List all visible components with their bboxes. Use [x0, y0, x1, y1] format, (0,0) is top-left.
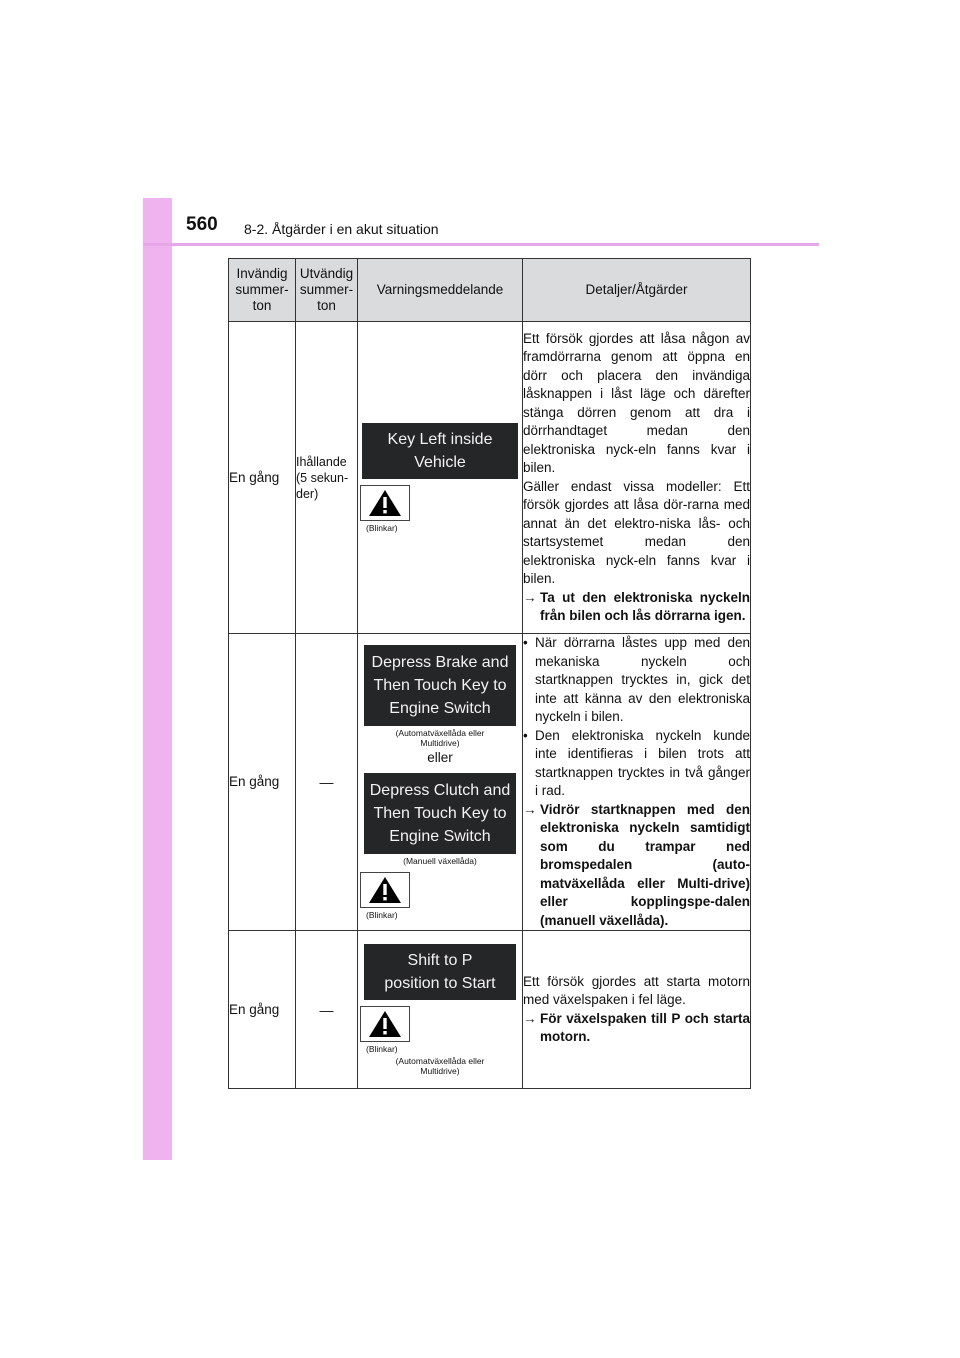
table-header-row: [229, 259, 751, 322]
detail-text: Ett försök gjordes att låsa någon av framdörrarna genom att öppna en dörr och placera den invändiga låsknappen i låst läge och därefter stänga dörren genom att dra i dörrhandtaget medan den elektroniska nyck-eln fanns kvar i bilen.: [523, 330, 750, 475]
blink-label: (Blinkar): [366, 522, 398, 533]
display-message: Depress Clutch and Then Touch Key to Engine Switch: [364, 773, 516, 854]
transmission-caption: (Automatväxellåda eller Multidrive): [395, 1055, 485, 1076]
sidebar-tab: [143, 198, 172, 1160]
action-text: Vidrör startknappen med den elektroniska nyckeln samtidigt som du trampar ned bromspedalen (auto-matväxellåda eller Multi-drive) eller kopplingspe-dalen (manuell växellåda).: [540, 801, 750, 928]
inner-buzzer-cell: En gång: [229, 634, 296, 931]
header-outer-buzzer: Utvändig summer-ton: [296, 259, 358, 322]
section-title: 8-2. Åtgärder i en akut situation: [244, 221, 439, 237]
warning-triangle-icon: [368, 876, 402, 904]
header-details: Detaljer/Åtgärder: [523, 259, 751, 322]
header-warning-message: Varningsmeddelande: [358, 259, 523, 322]
detail-text: Gäller endast vissa modeller: Ett försök gjordes att låsa dör-rarna med annat än det elektro-niska lås- och startsystemet medan den elektroniska nyck-eln fanns kvar i bilen.: [523, 478, 750, 586]
warning-message-cell: [358, 322, 523, 634]
warning-triangle-icon: [368, 1010, 402, 1038]
table-row: [229, 634, 751, 931]
bullet-icon: •: [523, 727, 528, 743]
warning-icon-box: [360, 485, 410, 521]
action-text: För växelspaken till P och starta motorn.: [540, 1010, 750, 1044]
outer-buzzer-cell: —: [296, 634, 358, 931]
arrow-icon: →: [523, 1010, 537, 1026]
display-message: Key Left inside Vehicle: [362, 423, 518, 479]
details-cell: [523, 931, 751, 1089]
header-inner-buzzer: Invändig summer-ton: [229, 259, 296, 322]
arrow-icon: →: [523, 589, 537, 605]
warning-table: [228, 258, 751, 1089]
warning-message-cell: [358, 634, 523, 931]
blink-label: (Blinkar): [366, 909, 398, 920]
table-row: [229, 322, 751, 634]
warning-message-cell: [358, 931, 523, 1089]
header-divider: [143, 243, 819, 246]
outer-buzzer-cell: Ihållande (5 sekun-der): [296, 322, 358, 634]
action-text: Ta ut den elektroniska nyckeln från bilen och lås dörrarna igen.: [540, 589, 750, 623]
outer-buzzer-cell: —: [296, 931, 358, 1089]
transmission-caption: (Manuell växellåda): [403, 855, 477, 866]
inner-buzzer-cell: En gång: [229, 322, 296, 634]
blink-label: (Blinkar): [366, 1043, 398, 1054]
arrow-icon: →: [523, 801, 537, 817]
warning-icon-box: [360, 872, 410, 908]
details-cell: [523, 322, 751, 634]
warning-triangle-icon: [368, 489, 402, 517]
or-label: eller: [427, 749, 453, 765]
bullet-icon: •: [523, 635, 528, 650]
display-message: Depress Brake and Then Touch Key to Engine Switch: [364, 645, 516, 726]
detail-text: Ett försök gjordes att starta motorn med växelspaken i fel läge.: [523, 973, 750, 1007]
detail-text: När dörrarna låstes upp med den mekaniska nyckeln och startknappen trycktes in, gick det inte att känna av den elektroniska nyckeln i bilen.: [535, 635, 750, 724]
page-number: 560: [186, 214, 218, 235]
detail-text: Den elektroniska nyckeln kunde inte identifieras i bilen trots att startknappen trycktes in två gånger i rad.: [535, 727, 750, 798]
warning-icon-box: [360, 1006, 410, 1042]
transmission-caption: (Automatväxellåda eller Multidrive): [395, 727, 485, 748]
details-cell: [523, 634, 751, 931]
inner-buzzer-cell: En gång: [229, 931, 296, 1089]
table-row: [229, 931, 751, 1089]
display-message: Shift to P position to Start: [364, 944, 516, 1000]
